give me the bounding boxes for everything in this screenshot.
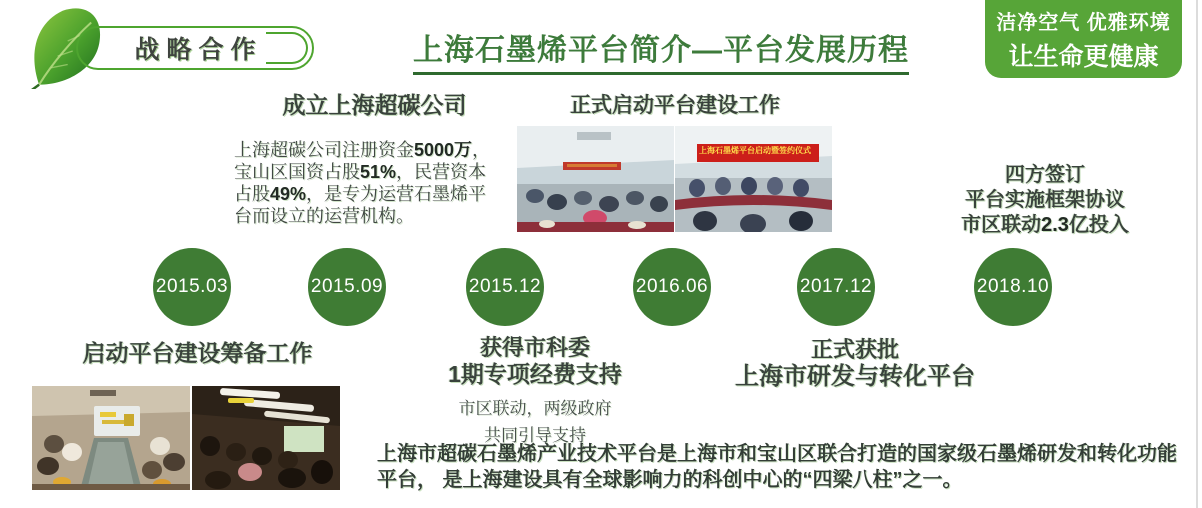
approval-block [718,336,992,391]
meeting-room-illustration [517,126,674,232]
funding-block [418,334,652,449]
milestone-date: 2015.09 [310,276,384,297]
launch-meeting-photo-left [517,126,674,232]
funding-sub-2: 共同引导支持 [484,426,586,445]
footer-paragraph-line-1: 上海市超碳石墨烯产业技术平台是上海市和宝山区联合打造的国家级石墨烯研发和转化功能 [377,443,1177,465]
photo-banner-text: 上海石墨烯平台启动暨签约仪式 [699,146,812,156]
slogan-line-2: 让生命更健康 [1008,42,1159,71]
milestone-date: 2018.10 [976,276,1050,297]
launch-meeting-photo-right [675,126,832,232]
funding-line-1: 获得市科委 [479,335,590,360]
establish-company-paragraph: 上海超碳公司注册资金5000万，宝山区国资占股51%，民营资本占股49%，是专为运营石墨烯平台而设立的运营机构。 [234,140,491,226]
strategic-cooperation-badge [76,26,314,70]
prep-meeting-illustration [32,386,190,490]
milestone-date: 2015.03 [155,276,229,297]
milestone-date: 2017.12 [799,276,873,297]
milestone-circle-2018-10 [974,248,1052,326]
page-title-wrap [385,25,937,75]
four-party-line-2: 平台实施框架协议 [965,189,1125,211]
dark-meeting-illustration [192,386,340,490]
badge-label: 战略合作 [134,36,263,64]
milestone-circle-2016-06 [633,248,711,326]
prep-title: 启动平台建设筹备工作 [82,340,313,366]
signing-ceremony-illustration [675,126,832,232]
four-party-block [905,163,1185,238]
four-party-line-3: 市区联动2.3亿投入 [961,214,1129,236]
prep-meeting-photo-right [192,386,340,490]
milestone-circle-2015-09 [308,248,386,326]
approval-line-2: 上海市研发与转化平台 [735,363,975,390]
prep-meeting-photo-left [32,386,190,490]
establish-company-title: 成立上海超碳公司 [282,92,467,118]
milestone-circle-2015-03 [153,248,231,326]
footer-paragraph [377,441,1177,493]
milestone-circle-2017-12 [797,248,875,326]
funding-line-2: 1期专项经费支持 [448,361,622,387]
milestone-circle-2015-12 [466,248,544,326]
four-party-line-1: 四方签订 [1005,164,1085,186]
slogan-line-1: 洁净空气 优雅环境 [996,11,1171,34]
approval-line-1: 正式获批 [810,337,899,362]
launch-title: 正式启动平台建设工作 [570,94,780,117]
milestone-date: 2015.12 [468,276,542,297]
slogan-box [985,0,1182,78]
footer-paragraph-line-2: 平台， 是上海建设具有全球影响力的科创中心的“四梁八柱”之一。 [377,469,963,491]
funding-sub-1: 市区联动，两级政府 [458,399,612,418]
page-title: 上海石墨烯平台简介—平台发展历程 [413,25,909,75]
slide-right-border [1196,0,1198,508]
milestone-date: 2016.06 [635,276,709,297]
